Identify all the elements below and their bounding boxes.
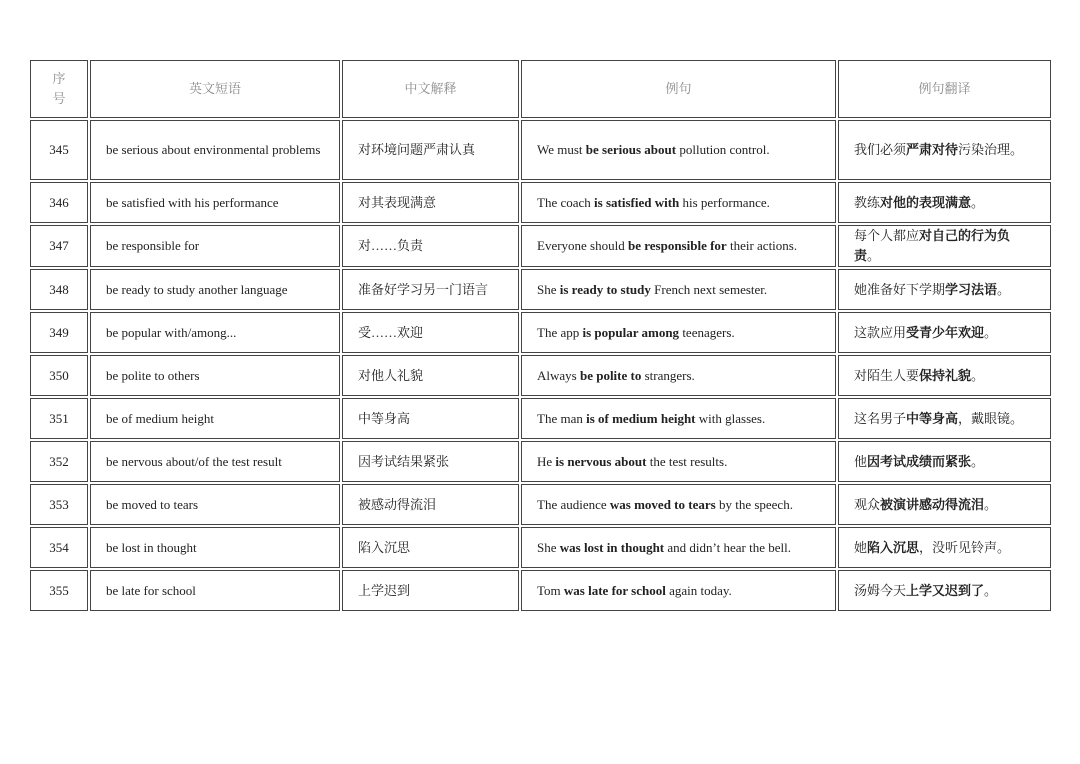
example-sentence: [521, 527, 836, 568]
translation-text: 对陌生人要: [854, 367, 920, 383]
translation-keyphrase: 严肃对待: [906, 142, 959, 157]
translation-keyphrase: 学习法语: [945, 281, 998, 297]
row-number: 349: [30, 312, 88, 353]
english-phrase: be moved to tears: [90, 484, 340, 525]
example-keyphrase: is popular among: [582, 324, 680, 340]
example-keyphrase: is ready to study: [559, 281, 651, 297]
english-phrase: be late for school: [90, 570, 340, 611]
english-phrase: be satisfied with his performance: [90, 182, 340, 223]
example-text: Everyone should: [537, 238, 628, 253]
translation-text: 他: [854, 453, 868, 469]
translation-text: 。: [997, 281, 1011, 297]
table-row: [30, 355, 1051, 396]
translation-text: 我们必须: [854, 142, 907, 157]
example-text: and didn’t hear the bell.: [664, 539, 791, 555]
example-sentence: [521, 312, 836, 353]
header-number: 序号: [30, 60, 88, 118]
chinese-meaning: 准备好学习另一门语言: [342, 269, 519, 310]
translation-text: ，戴眼镜。: [958, 410, 1024, 426]
translation-keyphrase: 受青少年欢迎: [906, 324, 985, 340]
example-text: by the speech.: [715, 496, 793, 512]
example-text: He: [537, 453, 556, 469]
example-keyphrase: was moved to tears: [609, 496, 716, 512]
table-row: [30, 182, 1051, 223]
example-text: his performance.: [679, 194, 770, 210]
translation-text: 每个人都应: [854, 228, 920, 243]
example-sentence: [521, 484, 836, 525]
example-sentence: [521, 355, 836, 396]
table-row: [30, 312, 1051, 353]
vocabulary-table-page: [30, 58, 1050, 613]
row-number: 348: [30, 269, 88, 310]
table-row: [30, 441, 1051, 482]
table-header-row: [30, 60, 1051, 118]
example-text: Always: [537, 367, 580, 383]
example-text: The app: [537, 324, 583, 340]
chinese-meaning: 对……负责: [342, 225, 519, 267]
example-keyphrase: be serious about: [585, 142, 677, 157]
example-text: She: [537, 539, 560, 555]
translation-text: 。: [984, 582, 998, 598]
table-row: [30, 398, 1051, 439]
table-body: [30, 120, 1051, 611]
chinese-meaning: 对其表现满意: [342, 182, 519, 223]
header-chinese-meaning: 中文解释: [342, 60, 519, 118]
chinese-meaning: 上学迟到: [342, 570, 519, 611]
english-phrase: be responsible for: [90, 225, 340, 267]
english-phrase: be ready to study another language: [90, 269, 340, 310]
example-text: Tom: [537, 582, 564, 598]
example-sentence: [521, 570, 836, 611]
translation-text: 教练: [854, 194, 881, 210]
chinese-meaning: 被感动得流泪: [342, 484, 519, 525]
translation-text: 这款应用: [854, 324, 907, 340]
example-keyphrase: is satisfied with: [594, 194, 680, 210]
translation-text: 污染治理。: [958, 142, 1024, 157]
translation-keyphrase: 因考试成绩而紧张: [867, 453, 972, 469]
english-phrase: be lost in thought: [90, 527, 340, 568]
chinese-meaning: 因考试结果紧张: [342, 441, 519, 482]
example-text: French next semester.: [650, 281, 768, 297]
example-text: strangers.: [641, 367, 695, 383]
english-phrase: be popular with/among...: [90, 312, 340, 353]
translation-keyphrase: 保持礼貌: [919, 367, 972, 383]
english-phrase: be polite to others: [90, 355, 340, 396]
example-translation: [838, 312, 1051, 353]
chinese-meaning: 受……欢迎: [342, 312, 519, 353]
example-text: their actions.: [726, 238, 798, 253]
translation-text: 她准备好下学期: [854, 281, 946, 297]
chinese-meaning: 陷入沉思: [342, 527, 519, 568]
row-number: 345: [30, 120, 88, 180]
chinese-meaning: 对他人礼貌: [342, 355, 519, 396]
example-translation: [838, 398, 1051, 439]
translation-keyphrase: 对他的表现满意: [880, 194, 972, 210]
example-text: pollution control.: [676, 142, 770, 157]
translation-keyphrase: 被演讲感动得流泪: [880, 496, 985, 512]
header-example-sentence: 例句: [521, 60, 836, 118]
table-row: [30, 120, 1051, 180]
english-phrase: be serious about environmental problems: [90, 120, 340, 180]
table-row: [30, 484, 1051, 525]
chinese-meaning: 中等身高: [342, 398, 519, 439]
translation-text: 。: [867, 248, 881, 263]
translation-text: 。: [984, 496, 998, 512]
example-text: The audience: [537, 496, 610, 512]
example-sentence: [521, 225, 836, 267]
example-sentence: [521, 441, 836, 482]
example-keyphrase: was late for school: [563, 582, 666, 598]
example-keyphrase: be polite to: [579, 367, 642, 383]
translation-text: 。: [984, 324, 998, 340]
translation-text: 。: [971, 453, 985, 469]
example-keyphrase: be responsible for: [627, 238, 727, 253]
example-text: again today.: [665, 582, 732, 598]
example-text: The coach: [537, 194, 595, 210]
example-translation: [838, 441, 1051, 482]
example-keyphrase: was lost in thought: [559, 539, 665, 555]
example-text: with glasses.: [695, 410, 766, 426]
example-sentence: [521, 269, 836, 310]
translation-text: 。: [971, 367, 985, 383]
row-number: 347: [30, 225, 88, 267]
table-row: [30, 527, 1051, 568]
translation-text: 这名男子: [854, 410, 907, 426]
header-english-phrase: 英文短语: [90, 60, 340, 118]
table-row: [30, 269, 1051, 310]
row-number: 353: [30, 484, 88, 525]
example-translation: [838, 269, 1051, 310]
example-translation: [838, 527, 1051, 568]
translation-keyphrase: 上学又迟到了: [906, 582, 985, 598]
example-text: the test results.: [646, 453, 728, 469]
translation-keyphrase: 陷入沉思: [867, 539, 920, 555]
english-phrase: be nervous about/of the test result: [90, 441, 340, 482]
translation-text: 观众: [854, 496, 881, 512]
table-row: [30, 225, 1051, 267]
example-keyphrase: is of medium height: [586, 410, 696, 426]
table-row: [30, 570, 1051, 611]
translation-text: ，没听见铃声。: [919, 539, 1011, 555]
example-translation: [838, 570, 1051, 611]
header-example-translation: 例句翻译: [838, 60, 1051, 118]
example-text: The man: [537, 410, 587, 426]
example-text: She: [537, 281, 560, 297]
example-keyphrase: is nervous about: [555, 453, 647, 469]
example-translation: [838, 225, 1051, 267]
row-number: 352: [30, 441, 88, 482]
example-sentence: [521, 120, 836, 180]
example-translation: [838, 120, 1051, 180]
example-translation: [838, 182, 1051, 223]
row-number: 351: [30, 398, 88, 439]
translation-text: 她: [854, 539, 868, 555]
example-sentence: [521, 182, 836, 223]
row-number: 354: [30, 527, 88, 568]
chinese-meaning: 对环境问题严肃认真: [342, 120, 519, 180]
row-number: 346: [30, 182, 88, 223]
translation-keyphrase: 中等身高: [906, 410, 959, 426]
row-number: 350: [30, 355, 88, 396]
row-number: 355: [30, 570, 88, 611]
example-sentence: [521, 398, 836, 439]
english-phrase: be of medium height: [90, 398, 340, 439]
translation-text: 汤姆今天: [854, 582, 907, 598]
example-text: We must: [537, 142, 586, 157]
translation-keyphrase: 对自己的行为负责: [854, 228, 1011, 263]
example-translation: [838, 355, 1051, 396]
example-translation: [838, 484, 1051, 525]
vocabulary-table: [28, 58, 1053, 613]
translation-text: 。: [971, 194, 985, 210]
example-text: teenagers.: [679, 324, 735, 340]
